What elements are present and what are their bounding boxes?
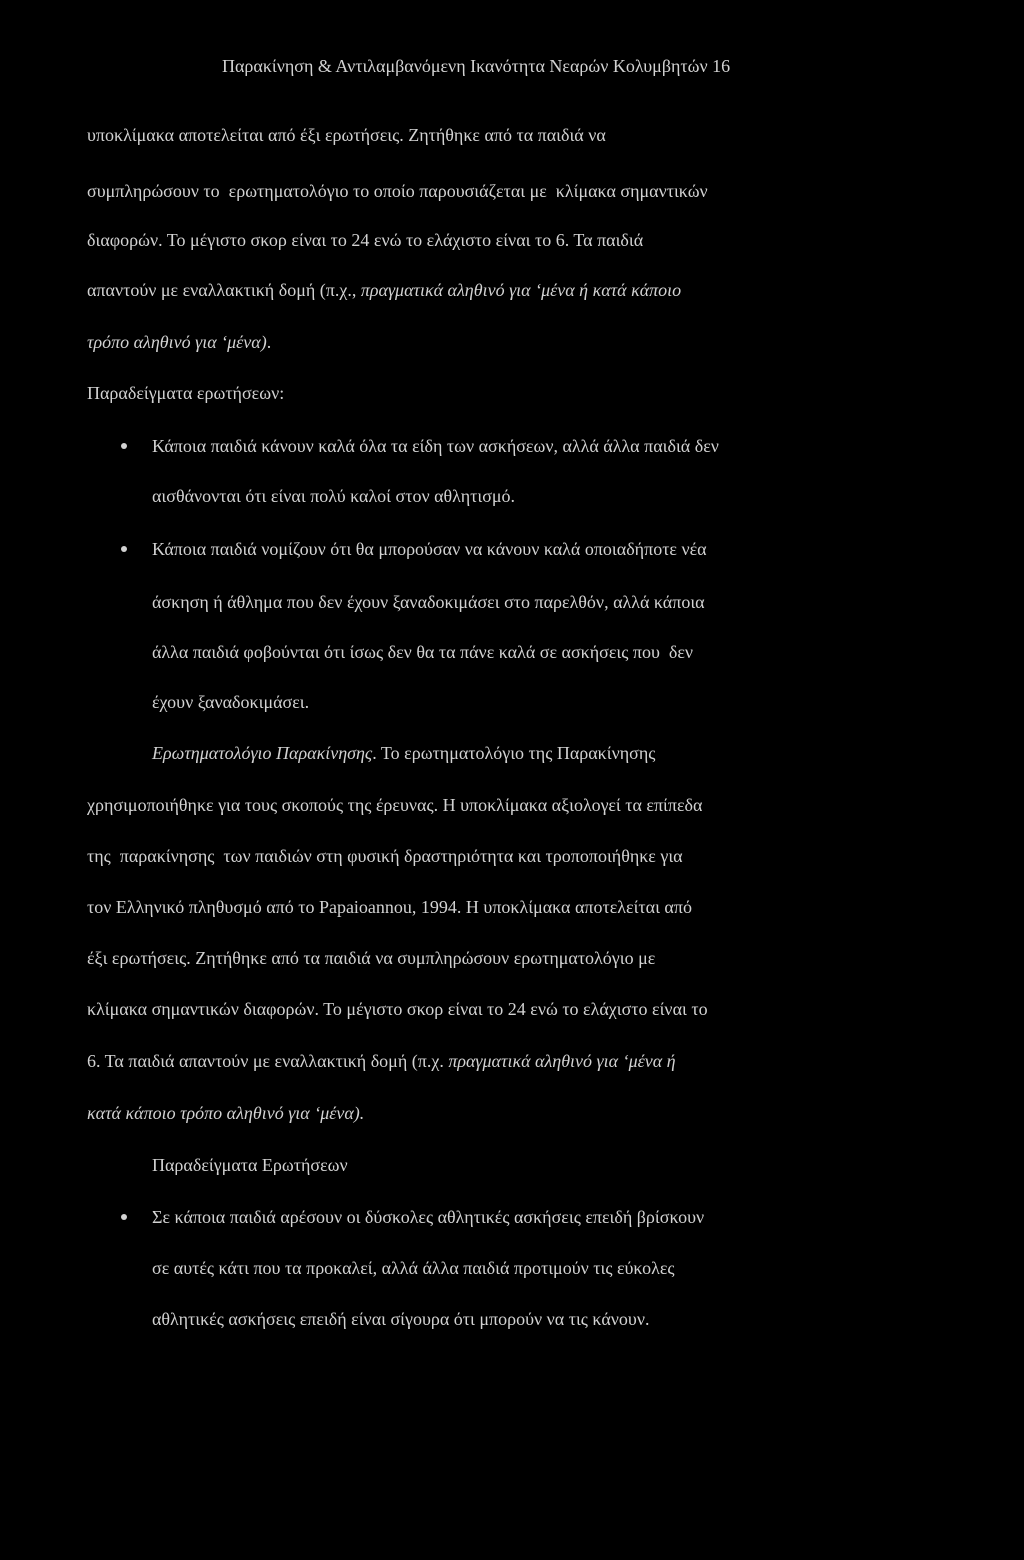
text-line: απαντούν με εναλλακτική δομή (π.χ., πραγματικά αληθινό για ‘μένα ή κατά κάποιο — [87, 280, 682, 300]
text-line: διαφορών. Το μέγιστο σκορ είναι το 24 ενώ το ελάχιστο είναι το 6. Τα παιδιά — [87, 230, 644, 250]
list-item-line: αισθάνονται ότι είναι πολύ καλοί στον αθλητισμό. — [152, 486, 516, 506]
text-line: κλίμακα σημαντικών διαφορών. Το μέγιστο σκορ είναι το 24 ενώ το ελάχιστο είναι το — [87, 999, 708, 1019]
page-number: 16 — [712, 56, 731, 76]
examples-heading: Παραδείγματα Ερωτήσεων — [152, 1155, 348, 1175]
section-heading: Ερωτηματολόγιο Παρακίνησης — [152, 743, 373, 763]
list-item-line: αθλητικές ασκήσεις επειδή είναι σίγουρα ότι μπορούν να τις κάνουν. — [152, 1309, 650, 1329]
running-header — [222, 55, 730, 77]
text-line: κατά κάποιο τρόπο αληθινό για ‘μένα). — [87, 1103, 365, 1123]
examples-heading: Παραδείγματα ερωτήσεων: — [87, 383, 285, 403]
list-item-line: έχουν ξαναδοκιμάσει. — [152, 692, 310, 712]
list-item-line: Σε κάποια παιδιά αρέσουν οι δύσκολες αθλητικές ασκήσεις επειδή βρίσκουν — [152, 1207, 705, 1227]
bullet-marker — [121, 546, 127, 552]
text-line: έξι ερωτήσεις. Ζητήθηκε από τα παιδιά να συμπληρώσουν ερωτηματολόγιο με — [87, 948, 656, 968]
bullet-marker — [121, 1214, 127, 1220]
text-line: Ερωτηματολόγιο Παρακίνησης. Το ερωτηματολόγιο της Παρακίνησης — [152, 743, 656, 763]
text-line: χρησιμοποιήθηκε για τους σκοπούς της έρευνας. Η υποκλίμακα αξιολογεί τα επίπεδα — [87, 795, 703, 815]
text-line: υποκλίμακα αποτελείται από έξι ερωτήσεις. Ζητήθηκε από τα παιδιά να — [87, 125, 606, 145]
list-item-line: σε αυτές κάτι που τα προκαλεί, αλλά άλλα παιδιά προτιμούν τις εύκολες — [152, 1258, 675, 1278]
list-item-line: Κάποια παιδιά κάνουν καλά όλα τα είδη των ασκήσεων, αλλά άλλα παιδιά δεν — [152, 436, 719, 456]
text-line: τον Ελληνικό πληθυσμό από το Papaioannou, 1994. Η υποκλίμακα αποτελείται από — [87, 897, 692, 917]
text-line: τρόπο αληθινό για ‘μένα). — [87, 332, 272, 352]
bullet-marker — [121, 443, 127, 449]
list-item-line: άσκηση ή άθλημα που δεν έχουν ξαναδοκιμάσει στο παρελθόν, αλλά κάποια — [152, 592, 705, 612]
list-item-line: Κάποια παιδιά νομίζουν ότι θα μπορούσαν να κάνουν καλά οποιαδήποτε νέα — [152, 539, 707, 559]
text-line: της παρακίνησης των παιδιών στη φυσική δραστηριότητα και τροποποιήθηκε για — [87, 846, 683, 866]
list-item-line: άλλα παιδιά φοβούνται ότι ίσως δεν θα τα πάνε καλά σε ασκήσεις που δεν — [152, 642, 694, 662]
text-line: συμπληρώσουν το ερωτηματολόγιο το οποίο παρουσιάζεται με κλίμακα σημαντικών — [87, 181, 708, 201]
running-title: Παρακίνηση & Αντιλαμβανόμενη Ικανότητα Νεαρών Κολυμβητών — [222, 56, 708, 76]
text-line: 6. Τα παιδιά απαντούν με εναλλακτική δομή (π.χ. πραγματικά αληθινό για ‘μένα ή — [87, 1051, 676, 1071]
